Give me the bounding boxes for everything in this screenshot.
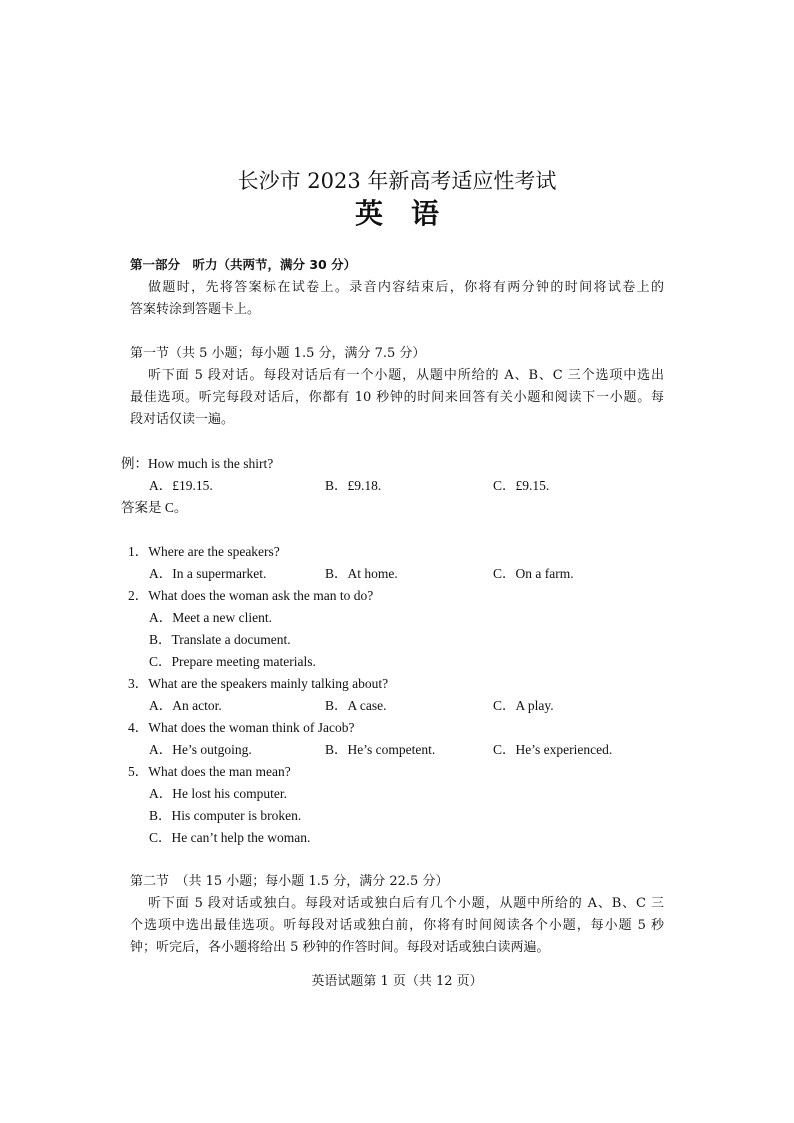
example-option-c: C．£9.15. (493, 478, 550, 493)
question-3: 3．What are the speakers mainly talking about? (128, 676, 389, 691)
q2-option-c: C．Prepare meeting materials. (149, 654, 316, 669)
q2-option-b: B．Translate a document. (149, 632, 291, 647)
section2-instruction-line: 听下面 5 段对话或独白。每段对话或独白后有几个小题，从题中所给的 A、B、C 三 (148, 896, 664, 911)
section1-instruction-line: 听下面 5 段对话。每段对话后有一个小题，从题中所给的 A、B、C 三个选项中选出 (148, 368, 664, 383)
q5-option-c: C．He can’t help the woman. (149, 830, 311, 845)
question-1: 1．Where are the speakers? (128, 544, 280, 559)
example-option-a: A．£19.15. (149, 478, 213, 493)
q4-option-a: A．He’s outgoing. (149, 742, 252, 757)
example-option-b: B．£9.18. (325, 478, 382, 493)
q3-option-b: B．A case. (325, 698, 387, 713)
q4-option-b: B．He’s competent. (325, 742, 436, 757)
q3-option-c: C．A play. (493, 698, 554, 713)
section2-heading: 第二节 （共 15 小题；每小题 1.5 分，满分 22.5 分） (130, 874, 449, 889)
question-4: 4．What does the woman think of Jacob? (128, 720, 355, 735)
section2-instruction-line: 钟；听完后，各小题将给出 5 秒钟的作答时间。每段对话或独白读两遍。 (130, 940, 550, 955)
q1-option-a: A．In a supermarket. (149, 566, 267, 581)
q3-option-a: A．An actor. (149, 698, 222, 713)
q1-option-b: B．At home. (325, 566, 398, 581)
q2-option-a: A．Meet a new client. (149, 610, 272, 625)
section1-heading: 第一节（共 5 小题；每小题 1.5 分，满分 7.5 分） (130, 346, 426, 361)
part1-heading: 第一部分 听力（共两节，满分 30 分） (130, 257, 357, 272)
question-2: 2．What does the woman ask the man to do? (128, 588, 374, 603)
part1-instruction-line: 做题时，先将答案标在试卷上。录音内容结束后，你将有两分钟的时间将试卷上的 (148, 280, 664, 295)
subject-title: 英语 (354, 197, 467, 230)
example-answer: 答案是 C。 (121, 500, 188, 515)
page-footer: 英语试题第 1 页（共 12 页） (311, 974, 483, 989)
exam-title: 长沙市 2023 年新高考适应性考试 (237, 169, 557, 193)
example-question: 例：How much is the shirt? (121, 456, 274, 471)
q1-option-c: C．On a farm. (493, 566, 574, 581)
question-5: 5．What does the man mean? (128, 764, 291, 779)
section1-instruction-line: 最佳选项。听完每段对话后，你都有 10 秒钟的时间来回答有关小题和阅读下一小题。每 (130, 390, 664, 405)
q5-option-a: A．He lost his computer. (149, 786, 287, 801)
section2-instruction-line: 个选项中选出最佳选项。听每段对话或独白前，你将有时间阅读各个小题，每小题 5 秒 (130, 918, 664, 933)
section1-instruction-line: 段对话仅读一遍。 (130, 412, 235, 427)
part1-instruction-line: 答案转涂到答题卡上。 (130, 302, 261, 317)
q5-option-b: B．His computer is broken. (149, 808, 302, 823)
q4-option-c: C．He’s experienced. (493, 742, 613, 757)
